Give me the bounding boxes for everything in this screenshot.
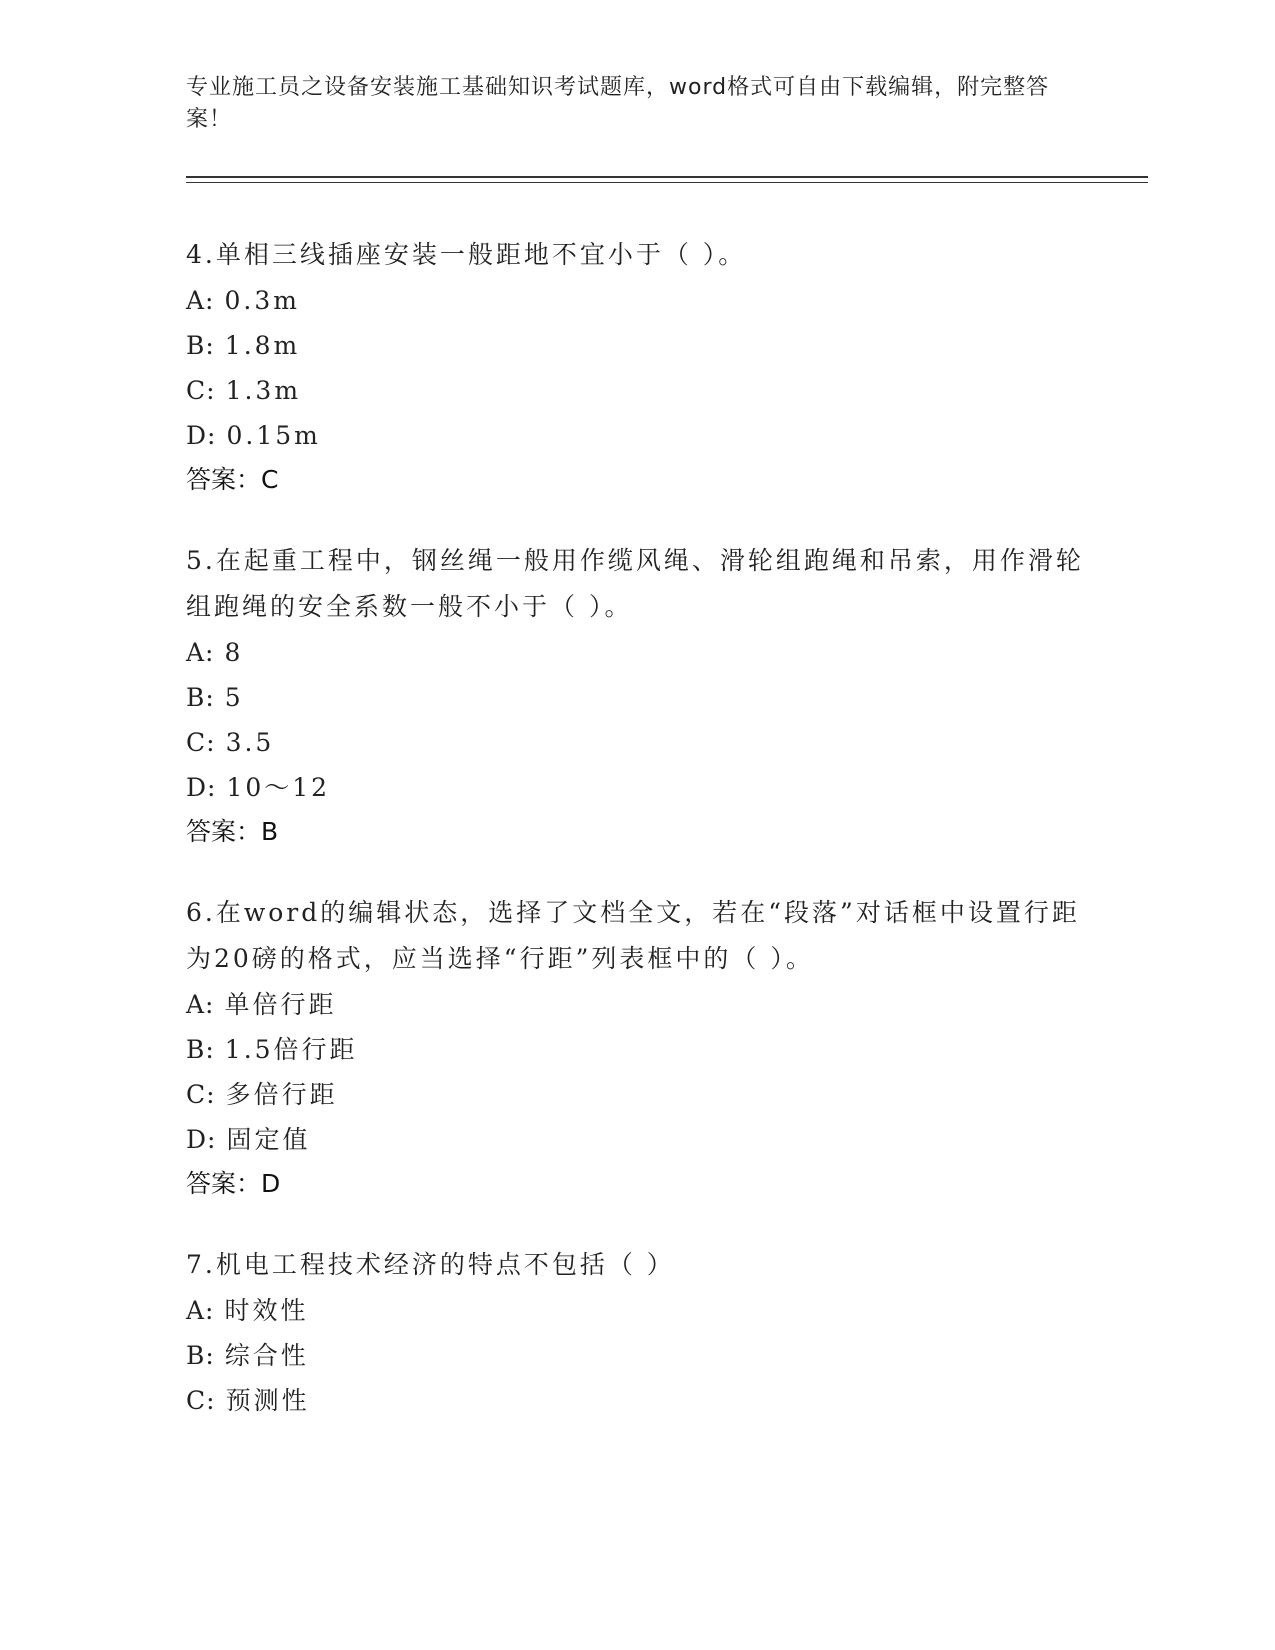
option-label: A: xyxy=(186,990,215,1019)
question-number: 7. xyxy=(186,1250,216,1279)
option-a xyxy=(186,982,1086,1027)
option-label: D: xyxy=(186,421,217,450)
option-label: A: xyxy=(186,286,215,315)
option-c xyxy=(186,1072,1086,1117)
option-value: 1.3m xyxy=(225,376,302,405)
option-value: 1.5倍行距 xyxy=(224,1035,358,1064)
question-7 xyxy=(186,1242,1086,1423)
option-c xyxy=(186,720,1086,765)
question-text xyxy=(186,232,1086,278)
option-label: D: xyxy=(186,773,217,802)
option-b xyxy=(186,1027,1086,1072)
option-value: 8 xyxy=(224,638,244,667)
question-text xyxy=(186,538,1086,630)
option-value: 1.8m xyxy=(224,331,301,360)
option-b xyxy=(186,323,1086,368)
option-d xyxy=(186,1117,1086,1162)
option-b xyxy=(186,675,1086,720)
option-value: 5 xyxy=(224,683,244,712)
question-list xyxy=(186,232,1086,1459)
option-label: B: xyxy=(186,1341,215,1370)
option-label: A: xyxy=(186,1296,215,1325)
option-label: C: xyxy=(186,1080,216,1109)
question-number: 5. xyxy=(186,546,216,575)
option-d xyxy=(186,413,1086,458)
question-5 xyxy=(186,538,1086,854)
option-a xyxy=(186,278,1086,323)
option-a xyxy=(186,1288,1086,1333)
option-label: C: xyxy=(186,728,216,757)
option-label: B: xyxy=(186,1035,215,1064)
option-label: B: xyxy=(186,683,215,712)
option-label: A: xyxy=(186,638,215,667)
question-stem: 在起重工程中，钢丝绳一般用作缆风绳、滑轮组跑绳和吊索，用作滑轮组跑绳的安全系数一般不小于（ ）。 xyxy=(186,546,1084,621)
question-stem: 单相三线插座安装一般距地不宜小于（ ）。 xyxy=(215,240,747,269)
option-label: D: xyxy=(186,1125,217,1154)
question-6 xyxy=(186,890,1086,1206)
option-value: 时效性 xyxy=(224,1296,309,1325)
option-c xyxy=(186,368,1086,413)
answer-line: 答案：D xyxy=(186,1169,281,1198)
option-a xyxy=(186,630,1086,675)
option-c xyxy=(186,1378,1086,1423)
option-label: C: xyxy=(186,376,216,405)
question-stem: 在word的编辑状态，选择了文档全文，若在“段落”对话框中设置行距为20磅的格式，应当选择“行距”列表框中的（ ）。 xyxy=(186,898,1080,973)
option-value: 3.5 xyxy=(225,728,275,757)
option-value: 10～12 xyxy=(226,773,331,802)
question-stem: 机电工程技术经济的特点不包括（ ） xyxy=(215,1250,675,1279)
option-value: 固定值 xyxy=(226,1125,311,1154)
option-value: 多倍行距 xyxy=(225,1080,338,1109)
option-value: 单倍行距 xyxy=(224,990,337,1019)
answer-line: 答案：C xyxy=(186,465,279,494)
document-header: 专业施工员之设备安装施工基础知识考试题库，word格式可自由下载编辑，附完整答案！ xyxy=(186,75,1050,132)
option-label: C: xyxy=(186,1386,216,1415)
question-number: 4. xyxy=(186,240,216,269)
option-value: 0.15m xyxy=(226,421,321,450)
option-b xyxy=(186,1333,1086,1378)
option-label: B: xyxy=(186,331,215,360)
answer-line: 答案：B xyxy=(186,817,279,846)
header-divider-thick xyxy=(186,176,1148,178)
question-text xyxy=(186,1242,1086,1288)
question-number: 6. xyxy=(186,898,216,927)
header-divider-thin xyxy=(186,182,1148,183)
option-value: 预测性 xyxy=(225,1386,310,1415)
option-value: 综合性 xyxy=(224,1341,309,1370)
option-d xyxy=(186,765,1086,810)
question-text xyxy=(186,890,1086,982)
question-4 xyxy=(186,232,1086,502)
option-value: 0.3m xyxy=(224,286,300,315)
